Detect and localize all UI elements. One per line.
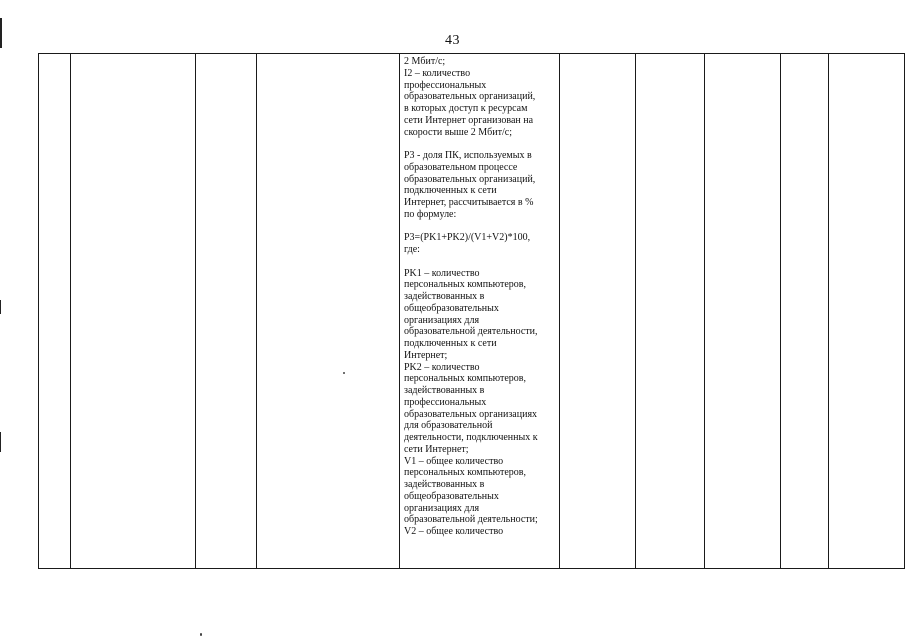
table-cell: [196, 54, 257, 569]
table-cell: [560, 54, 636, 569]
table-cell: [829, 54, 905, 569]
scan-speck: [200, 633, 202, 636]
table-row: [39, 54, 905, 569]
table-cell: [781, 54, 829, 569]
scan-edge-mark: [0, 300, 1, 314]
table-cell: [705, 54, 781, 569]
formula-description-text: 2 Мбит/с; I2 – количество профессиональных образовательных организаций, в которых доступ к ресурсам сети Интернет организован на скорости выше 2 Мбит/с; P3 - доля ПК, используемых в образовательном процессе образовательных организаций, подключенных к сети Интернет, рассчитывается в % по формуле: P3=(PK1+PK2)/(V1+V2)*100, где: PK1 – количество персональных компьютеров, задействованных в общеобразовательных организациях для образовательной деятельности, подключенных к сети Интернет; PK2 – количество персональных компьютеров, задействованных в профессиональных образовательных организациях для образовательной деятельности, подключенных к сети Интернет; V1 – общее количество персональных компьютеров, задействованных в общеобразовательных организациях для образовательной деятельности; V2 – общее количество: [404, 56, 538, 537]
table-cell: [636, 54, 705, 569]
page-number: 43: [445, 33, 460, 48]
table-cell: [71, 54, 196, 569]
document-table: [38, 53, 905, 569]
scan-speck: [343, 372, 345, 374]
scan-edge-mark: [0, 432, 1, 452]
table-cell: [39, 54, 71, 569]
table-cell: [257, 54, 400, 569]
formula-description-cell: [400, 54, 560, 569]
